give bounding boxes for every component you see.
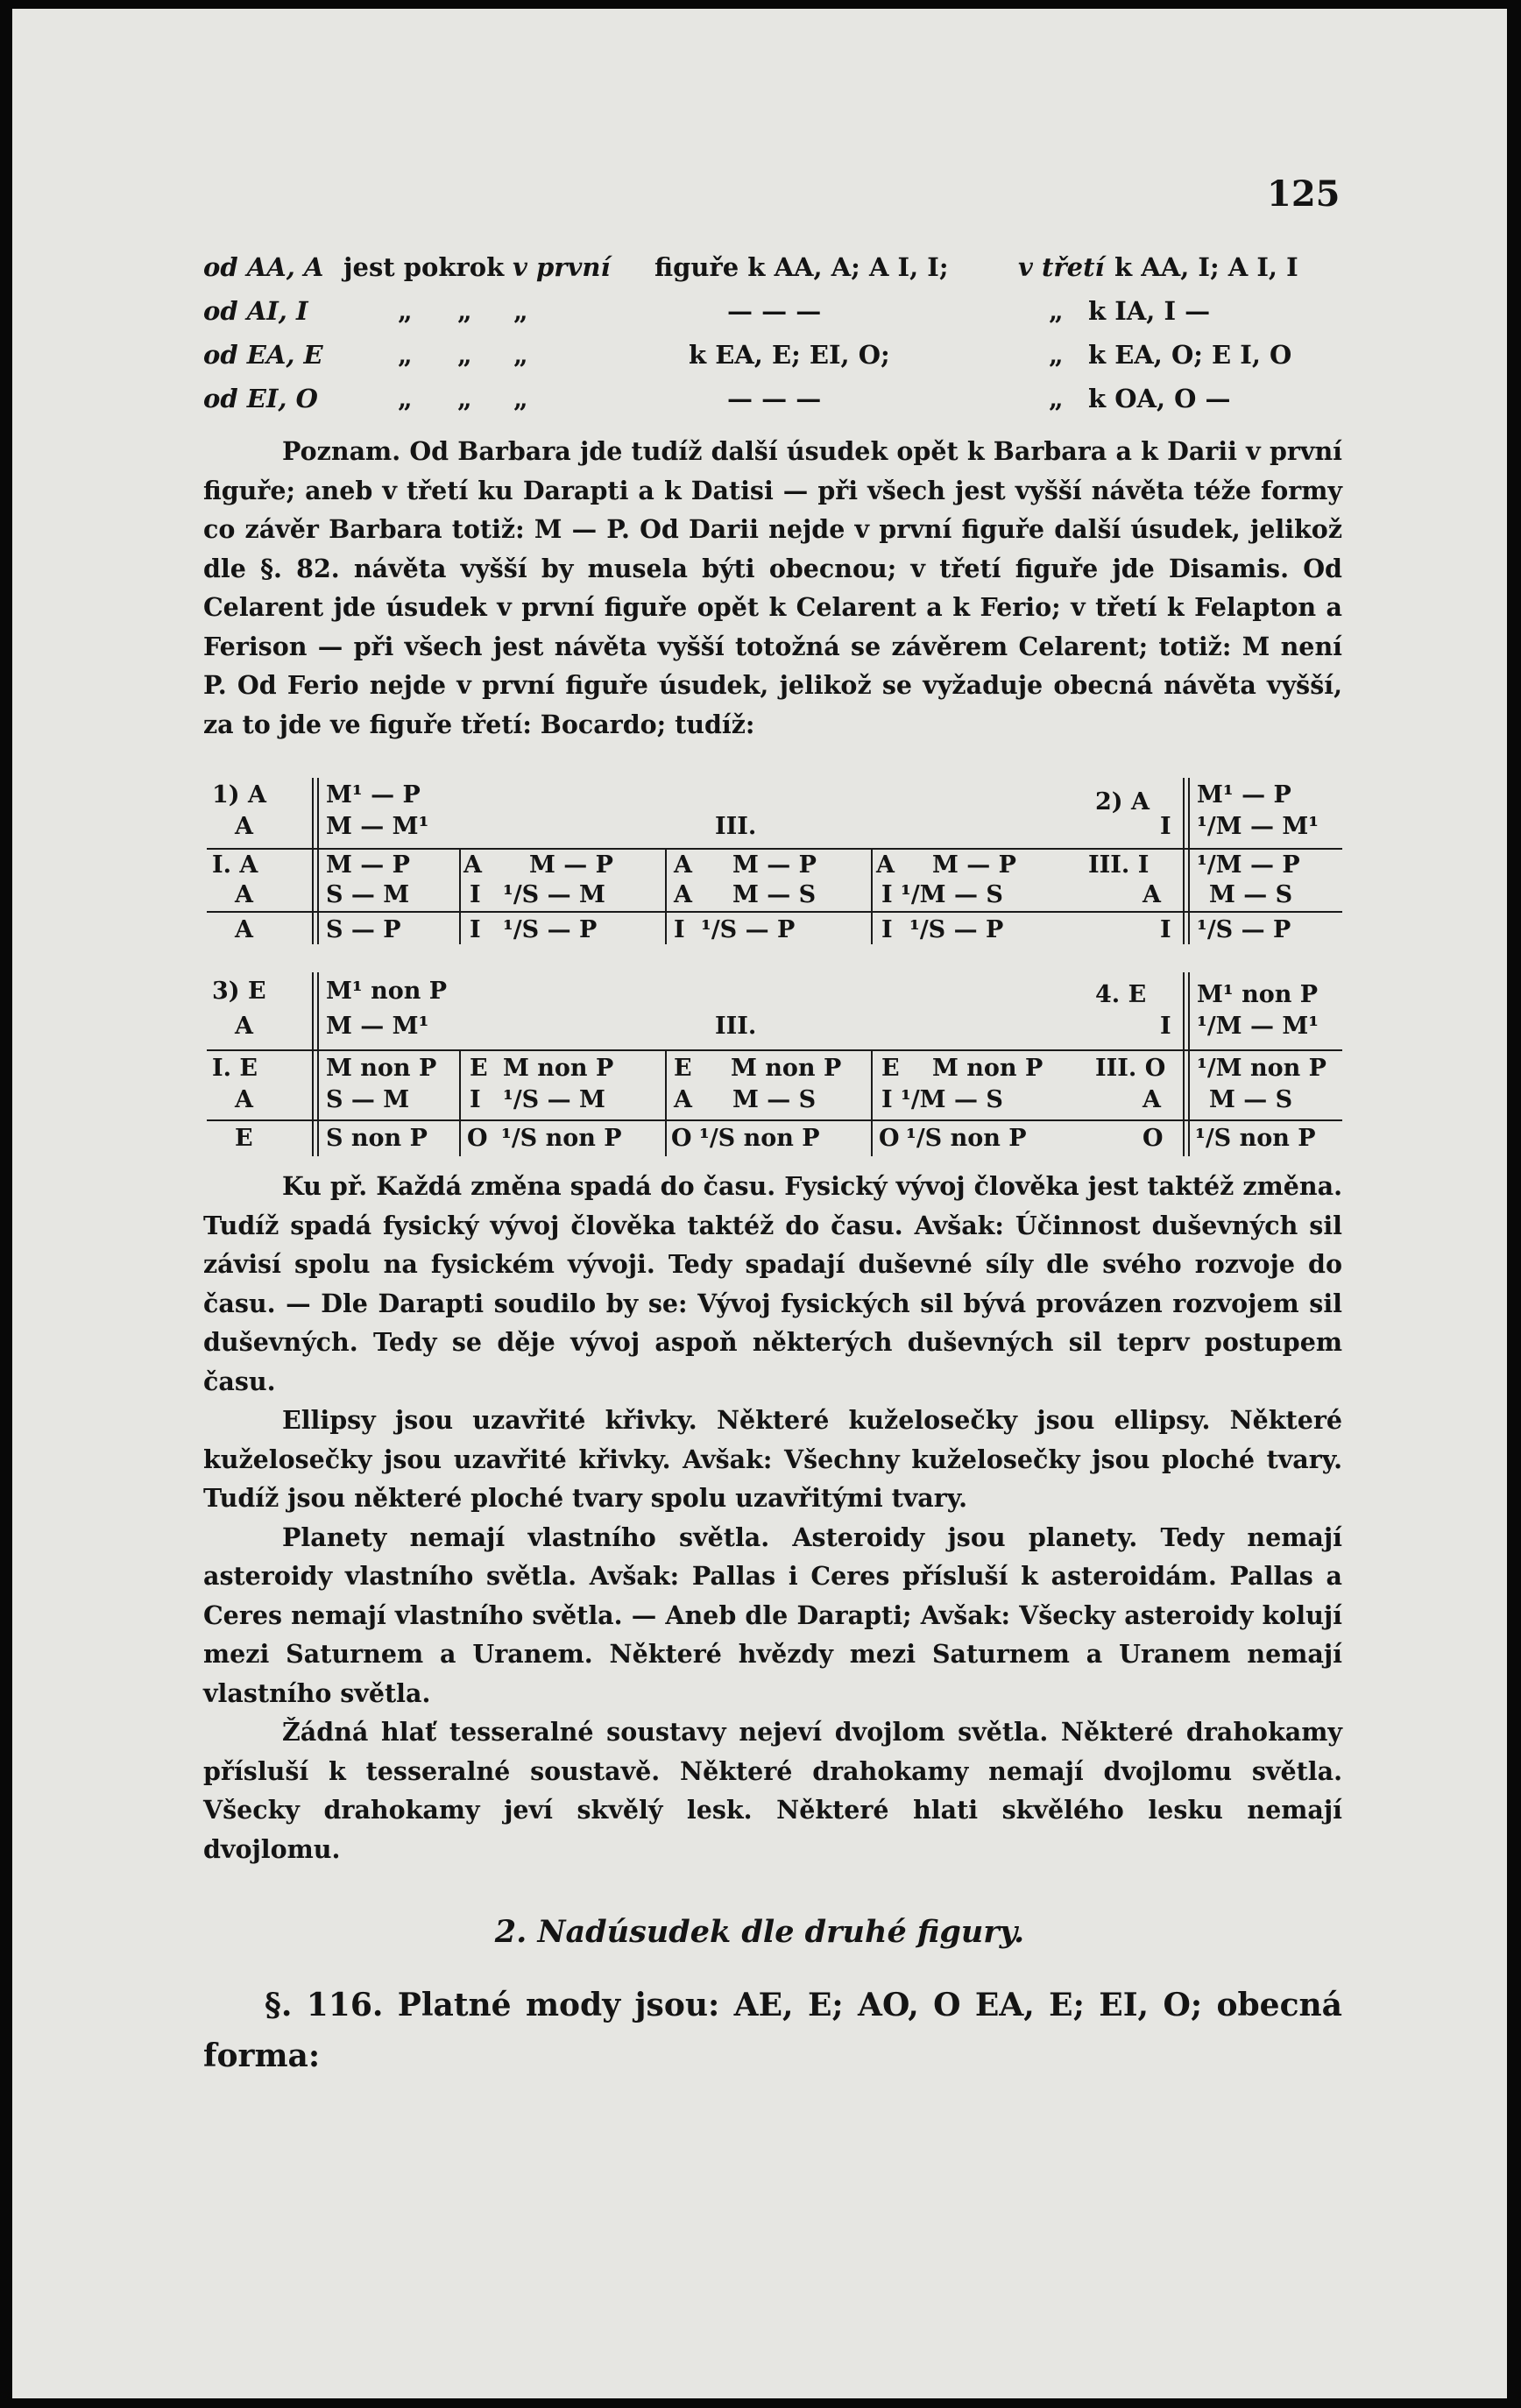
table-cell: E <box>470 1055 488 1082</box>
derivation-term: k EA, E; EI, O; <box>689 340 890 370</box>
table-rule-vertical <box>317 972 319 1156</box>
table-cell: M — S <box>1209 881 1293 908</box>
section-heading: 2. Nadúsudek dle druhé figury. <box>494 1914 1025 1950</box>
table-cell: M — P <box>529 851 613 879</box>
paragraph-example-2: Ellipsy jsou uzavřité křivky. Některé kuželosečky jsou ellipsy. Některé kuželosečky jsou uzavřité křivky. Avšak: Všechny kuželosečky jsou ploché tvary. Tudíž jsou některé ploché tvary spolu uzavřitými tvary. <box>203 1405 1342 1513</box>
table-cell: M — S <box>732 881 817 908</box>
derivation-term: v první <box>513 252 611 282</box>
paragraph-poznam: Poznam. Od Barbara jde tudíž další úsudek opět k Barbara a k Darii v první figuře; aneb v třetí ku Darapti a k Datisi — při všech jest vyšší návěta téže formy co závěr Barbara totiž: M — P. Od Darii nejde v první figuře další úsudek, jelikož dle §. 82. návěta vyšší by musela býti obecnou; v třetí figuře jde Disamis. Od Celarent jde úsudek v první figuře opět k Celarent a k Ferio; v třetí k Felapton a Ferison — při všech jest návěta vyšší totožná se závěrem Celarent; totiž: M není P. Od Ferio nejde v první figuře úsudek, jelikož se vyžaduje obecná návěta vyšší, za to jde ve figuře třetí: Bocardo; tudíž: <box>203 436 1342 739</box>
table-cell: O <box>671 1125 692 1152</box>
table-cell: 2) A <box>1095 788 1150 816</box>
table-cell: III. <box>715 1013 757 1040</box>
table-cell: E <box>881 1055 900 1082</box>
table-cell: M — P <box>326 851 410 879</box>
derivation-term: „ <box>398 340 413 370</box>
derivation-term: v třetí <box>1018 252 1105 282</box>
table-cell: ¹/M — M¹ <box>1197 813 1319 840</box>
table-rule-vertical <box>1188 972 1190 1156</box>
table-cell: ¹/M — S <box>901 1086 1003 1113</box>
table-cell: I <box>881 881 893 908</box>
table-cell: S — M <box>326 1086 410 1113</box>
paragraph-116: §. 116. Platné mody jsou: AE, E; AO, O EA, E; EI, O; obecná forma: <box>203 1987 1342 2074</box>
derivation-line-3 <box>203 340 1342 384</box>
table-cell: I. E <box>212 1055 258 1082</box>
table-cell: M — M¹ <box>326 813 429 840</box>
table-cell: I <box>1160 813 1171 840</box>
derivation-term: od EA, E <box>203 340 323 370</box>
page-number: 125 <box>1267 173 1341 215</box>
table-cell: M non P <box>731 1055 842 1082</box>
paragraph-example-3: Planety nemají vlastního světla. Asteroidy jsou planety. Tedy nemají asteroidy vlastního světla. Avšak: Pallas i Ceres přísluší k asteroidám. Pallas a Ceres nemají vlastního světla. — Aneb dle Darapti; Avšak: Všecky asteroidy kolují mezi Saturnem a Uranem. Některé hvězdy mezi Saturnem a Uranem nemají vlastního světla. <box>203 1522 1342 1708</box>
table-cell: ¹/S — M <box>503 1086 605 1113</box>
table-cell: M non P <box>326 1055 437 1082</box>
table-cell: ¹/S — P <box>701 916 796 943</box>
derivation-term: figuře k AA, A; A I, I; <box>654 252 949 282</box>
table-cell: M¹ — P <box>326 781 421 809</box>
table-rule-vertical <box>871 848 873 944</box>
table-cell: M — M¹ <box>326 1013 429 1040</box>
derivation-term: k IA, I — <box>1088 296 1211 326</box>
table-cell: ¹/S — P <box>1197 916 1291 943</box>
derivation-term: „ <box>457 340 472 370</box>
table-cell: III. I <box>1088 851 1150 879</box>
table-cell: ¹/M non P <box>1197 1055 1326 1082</box>
table-cell: O <box>879 1125 900 1152</box>
table-cell: I <box>1160 1013 1171 1040</box>
derivation-term: „ <box>457 296 472 326</box>
derivation-term: od AA, A <box>203 252 324 282</box>
table-cell: III. O <box>1095 1055 1166 1082</box>
table-cell: S non P <box>326 1125 428 1152</box>
table-cell: ¹/S — M <box>503 881 605 908</box>
table-cell: A <box>235 881 253 908</box>
derivation-term: „ <box>513 384 528 413</box>
table-rule-horizontal <box>207 1119 1342 1121</box>
table-cell: A <box>235 1086 253 1113</box>
table-cell: M — S <box>732 1086 817 1113</box>
table-cell: A <box>235 813 253 840</box>
table-rule-vertical <box>665 848 667 944</box>
table-cell: A <box>463 851 482 879</box>
book-page <box>12 9 1507 2398</box>
table-cell: M non P <box>503 1055 614 1082</box>
derivation-term: „ <box>1049 384 1064 413</box>
derivation-line-1 <box>203 252 1342 296</box>
table-cell: O <box>467 1125 488 1152</box>
table-rule-horizontal <box>207 911 1342 913</box>
table-cell: A <box>674 851 692 879</box>
derivation-term: — — — <box>727 296 822 326</box>
table-rule-vertical <box>871 1049 873 1156</box>
table-cell: ¹/S non P <box>501 1125 622 1152</box>
table-cell: A <box>674 1086 692 1113</box>
table-cell: ¹/M — S <box>901 881 1003 908</box>
table-cell: M¹ — P <box>1197 781 1291 809</box>
table-cell: ¹/S — P <box>909 916 1004 943</box>
table-cell: I. A <box>212 851 258 879</box>
table-cell: S — M <box>326 881 410 908</box>
table-cell: ¹/S non P <box>699 1125 820 1152</box>
table-cell: A <box>1143 1086 1161 1113</box>
derivation-term: — — — <box>727 384 822 413</box>
table-rule-vertical <box>312 972 314 1156</box>
table-cell: S — P <box>326 916 401 943</box>
table-cell: M — S <box>1209 1086 1293 1113</box>
table-rule-vertical <box>459 848 461 944</box>
derivation-line-4 <box>203 384 1342 427</box>
table-cell: I <box>470 1086 481 1113</box>
derivation-term: od EI, O <box>203 384 318 413</box>
derivation-term: k OA, O — <box>1088 384 1231 413</box>
derivation-term: „ <box>513 340 528 370</box>
table-rule-vertical <box>1183 778 1185 944</box>
table-rule-vertical <box>459 1049 461 1156</box>
example-paragraphs <box>203 1167 1342 1868</box>
paragraph-example-4: Žádná hlať tesseralné soustavy nejeví dvojlom světla. Některé drahokamy přísluší k tesseralné soustavě. Některé drahokamy nemají dvojlomu světla. Všecky drahokamy jeví skvělý lesk. Některé hlati skvělého lesku nemají dvojlomu. <box>203 1717 1342 1864</box>
derivation-term: „ <box>513 296 528 326</box>
table-cell: I <box>470 881 481 908</box>
derivation-term: „ <box>398 296 413 326</box>
table-cell: E <box>235 1125 253 1152</box>
table-cell: 3) E <box>212 978 266 1005</box>
table-cell: A <box>674 881 692 908</box>
table-cell: I <box>674 916 685 943</box>
table-cell: 4. E <box>1095 981 1147 1008</box>
table-rule-vertical <box>317 778 319 944</box>
table-cell: I <box>881 1086 893 1113</box>
table-rule-horizontal <box>207 1049 1342 1051</box>
derivation-line-2 <box>203 296 1342 340</box>
table-cell: M — P <box>732 851 817 879</box>
table-cell: ¹/S non P <box>1195 1125 1316 1152</box>
table-cell: M¹ non P <box>1197 981 1319 1008</box>
table-cell: A <box>876 851 895 879</box>
derivation-term: k EA, O; E I, O <box>1088 340 1292 370</box>
table-rule-horizontal <box>207 848 1342 850</box>
table-cell: A <box>1143 881 1161 908</box>
derivation-term: jest pokrok <box>343 252 505 282</box>
derivation-term: „ <box>457 384 472 413</box>
table-cell: M non P <box>932 1055 1043 1082</box>
table-cell: 1) A <box>212 781 266 809</box>
derivation-term: k AA, I; A I, I <box>1114 252 1298 282</box>
table-cell: III. <box>715 813 757 840</box>
table-cell: M¹ non P <box>326 978 448 1005</box>
table-cell: ¹/M — P <box>1197 851 1300 879</box>
derivation-term: „ <box>1049 340 1064 370</box>
table-cell: O <box>1143 1125 1164 1152</box>
table-cell: ¹/S — P <box>503 916 598 943</box>
table-rule-vertical <box>1188 778 1190 944</box>
paragraph-example-1: Ku př. Každá změna spadá do času. Fysický vývoj člověka jest taktéž změna. Tudíž spadá fysický vývoj člověka taktéž do času. Avšak: Účinnost duševných sil závisí spolu na fysickém vývoji. Tedy spadají duševné síly dle svého rozvoje do času. — Dle Darapti soudilo by se: Vývoj fysických sil bývá provázen rozvojem sil duševných. Tedy se děje vývoj aspoň některých duševných sil teprv postupem času. <box>203 1171 1342 1396</box>
table-cell: I <box>470 916 481 943</box>
table-cell: M — P <box>932 851 1016 879</box>
table-rule-vertical <box>312 778 314 944</box>
derivation-term: od AI, I <box>203 296 308 326</box>
table-cell: A <box>235 916 253 943</box>
derivation-term: „ <box>1049 296 1064 326</box>
table-cell: ¹/S non P <box>906 1125 1027 1152</box>
derivation-term: „ <box>398 384 413 413</box>
table-rule-vertical <box>665 1049 667 1156</box>
table-cell: A <box>235 1013 253 1040</box>
table-cell: E <box>674 1055 692 1082</box>
table-cell: ¹/M — M¹ <box>1197 1013 1319 1040</box>
table-rule-vertical <box>1183 972 1185 1156</box>
table-cell: I <box>1160 916 1171 943</box>
table-cell: I <box>881 916 893 943</box>
